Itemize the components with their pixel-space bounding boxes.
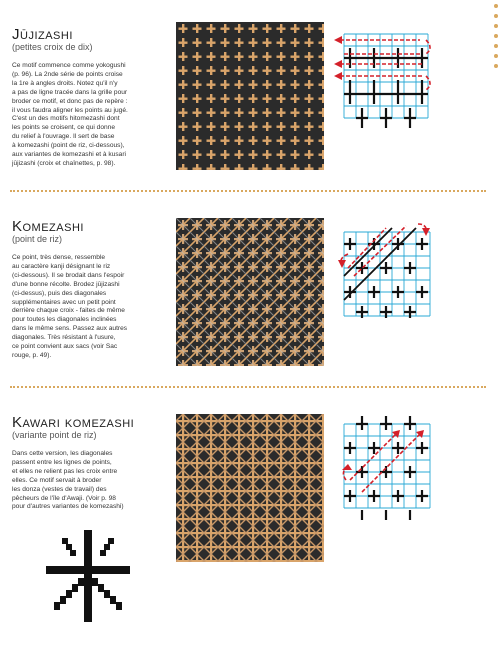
- section-title-kawari-komezashi: Kawari komezashi: [12, 414, 135, 431]
- jujizashi-stitch-photo: [176, 22, 324, 170]
- section-subtitle-jujizashi: (petites croix de dix): [12, 42, 93, 52]
- section-body-komezashi: Ce point, très dense, ressemble au caractère kanji désignant le riz (ci-dessous). Il se brodait dans l'espoir d'une bonne récolte. Brodez jūjizashi (ci-dessus), puis des diagonales supplémentaires avec un petit point derrière chaque croix - faites de même pour toutes les diagonales inclinées dans le même sens. Passez aux autres diagonales. Très résistant à l'usure, ce point convient aux sacs (voir Sac rouge, p. 49).: [12, 254, 128, 359]
- section-title-jujizashi: Jūjizashi: [12, 26, 73, 43]
- section-subtitle-kawari-komezashi: (variante point de riz): [12, 430, 97, 440]
- section-body-kawari-komezashi: Dans cette version, les diagonales passent entre les lignes de points, et elles ne relient pas les croix entre elles. Ce motif servait à broder les donza (vestes de travail) des pêcheurs de l'île d'Awaji. (Voir p. 98 pour d'autres variantes de komezashi): [12, 450, 124, 511]
- section-title-komezashi: Komezashi: [12, 218, 84, 235]
- kawari-komezashi-diagram: [334, 414, 434, 522]
- section-separator: [10, 190, 486, 192]
- section-subtitle-komezashi: (point de riz): [12, 234, 63, 244]
- komezashi-stitch-photo: [176, 218, 324, 366]
- kawari-komezashi-stitch-photo: [176, 414, 324, 562]
- section-body-jujizashi: Ce motif commence comme yokogushi (p. 96). La 2nde série de points croise la 1re à angles droits. Notez qu'il n'y a pas de ligne tracée dans la grille pour broder ce motif, et donc pas de repère : il vous faudra aligner les points au jugé. C'est un des motifs hitomezashi dont les points se croisent, ce qui donne du relief à l'ouvrage. Il sert de base à komezashi (point de riz, ci-dessous), aux variantes de komezashi et à kusari jūjizashi (croix et chaînettes, p. 98).: [12, 62, 128, 167]
- section-separator: [10, 386, 486, 388]
- jujizashi-diagram: [334, 24, 434, 132]
- margin-dots: [490, 0, 500, 80]
- komezashi-diagram: [334, 214, 434, 322]
- rice-kanji-illustration: [40, 528, 136, 624]
